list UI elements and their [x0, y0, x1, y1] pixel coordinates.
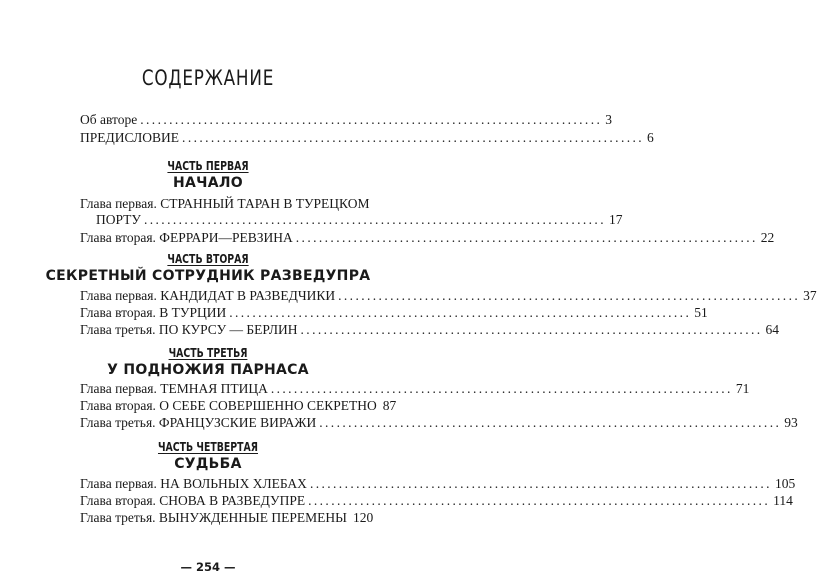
toc-entry-label: Глава первая. СТРАННЫЙ ТАРАН В ТУРЕЦКОМ: [80, 196, 370, 211]
toc-entry: [80, 130, 654, 146]
toc-entry-label-cont: ПОРТУ: [96, 212, 141, 227]
section-title: СЕКРЕТНЫЙ СОТРУДНИК РАЗВЕДУПРА: [45, 268, 371, 284]
toc-entry: [80, 398, 397, 414]
toc-entry-page: 114: [773, 493, 793, 508]
toc-entry-label: Глава вторая. ФЕРРАРИ—РЕВЗИНА: [80, 230, 293, 245]
toc-entry: [80, 288, 817, 304]
part-heading: ЧАСТЬ ЧЕТВЕРТАЯ: [157, 440, 259, 454]
section-title: СУДЬБА: [174, 456, 242, 472]
toc-entry-page: 87: [382, 398, 397, 413]
toc-entry-label: Глава вторая. СНОВА В РАЗВЕДУПРЕ: [80, 493, 306, 508]
toc-entry: [80, 305, 708, 321]
dot-leader: ................................................................................: [338, 288, 801, 303]
toc-entry: [80, 196, 370, 212]
toc-entry-page: 105: [774, 476, 796, 491]
toc-entry-label: Глава третья. ФРАНЦУЗСКИЕ ВИРАЖИ: [80, 415, 317, 430]
toc-entry-page: 64: [765, 322, 780, 337]
toc-entry-page: 22: [760, 230, 775, 245]
dot-leader: ................................................................................: [182, 130, 645, 145]
toc-entry: [80, 493, 793, 509]
dot-leader: ................................................................................: [309, 476, 772, 491]
toc-entry-label: Глава первая. НА ВОЛЬНЫХ ХЛЕБАХ: [80, 476, 307, 491]
toc-entry: [80, 476, 796, 492]
toc-entry-page: 37: [803, 288, 817, 303]
toc-entry-page: 51: [694, 305, 708, 320]
part-heading: ЧАСТЬ ТРЕТЬЯ: [168, 346, 248, 360]
toc-entry: [80, 381, 750, 397]
toc-entry-continued: [96, 212, 623, 228]
dot-leader: ................................................................................: [308, 493, 771, 508]
dot-leader: ................................................................................: [295, 230, 758, 245]
toc-entry-label: Глава первая. КАНДИДАТ В РАЗВЕДЧИКИ: [80, 288, 336, 303]
toc-entry: [80, 415, 798, 431]
dot-leader: ................................................................................: [229, 305, 692, 320]
dot-leader: ................................................................................: [270, 381, 733, 396]
toc-entry-page: 6: [647, 130, 654, 145]
toc-entry-page: 71: [735, 381, 750, 396]
toc-entry-page: 93: [784, 415, 798, 430]
part-heading: ЧАСТЬ ПЕРВАЯ: [167, 159, 249, 173]
page-title: СОДЕРЖАНИЕ: [141, 66, 275, 90]
toc-entry-page: 3: [605, 112, 612, 127]
dot-leader: ................................................................................: [300, 322, 763, 337]
toc-entry-label: Об авторе: [80, 112, 138, 127]
dot-leader: ................................................................................: [319, 415, 782, 430]
toc-entry-page: 17: [608, 212, 623, 227]
toc-entry-label: Глава вторая. В ТУРЦИИ: [80, 305, 227, 320]
toc-entry-page: 120: [352, 510, 374, 525]
toc-entry-label: Глава вторая. О СЕБЕ СОВЕРШЕННО СЕКРЕТНО: [80, 398, 377, 413]
section-title: НАЧАЛО: [172, 175, 244, 191]
section-title: У ПОДНОЖИЯ ПАРНАСА: [107, 362, 309, 378]
toc-entry: [80, 322, 780, 338]
toc-entry: [80, 112, 612, 128]
toc-entry-label: ПРЕДИСЛОВИЕ: [80, 130, 180, 145]
dot-leader: ................................................................................: [143, 212, 606, 227]
toc-entry-label: Глава третья. ВЫНУЖДЕННЫЕ ПЕРЕМЕНЫ: [80, 510, 347, 525]
toc-entry-label: Глава третья. ПО КУРСУ — БЕРЛИН: [80, 322, 298, 337]
dot-leader: ................................................................................: [140, 112, 603, 127]
toc-entry: [80, 230, 775, 246]
toc-entry: [80, 510, 374, 526]
toc-entry-label: Глава первая. ТЕМНАЯ ПТИЦА: [80, 381, 268, 396]
page-number: — 254 —: [180, 560, 236, 574]
part-heading: ЧАСТЬ ВТОРАЯ: [167, 252, 249, 266]
